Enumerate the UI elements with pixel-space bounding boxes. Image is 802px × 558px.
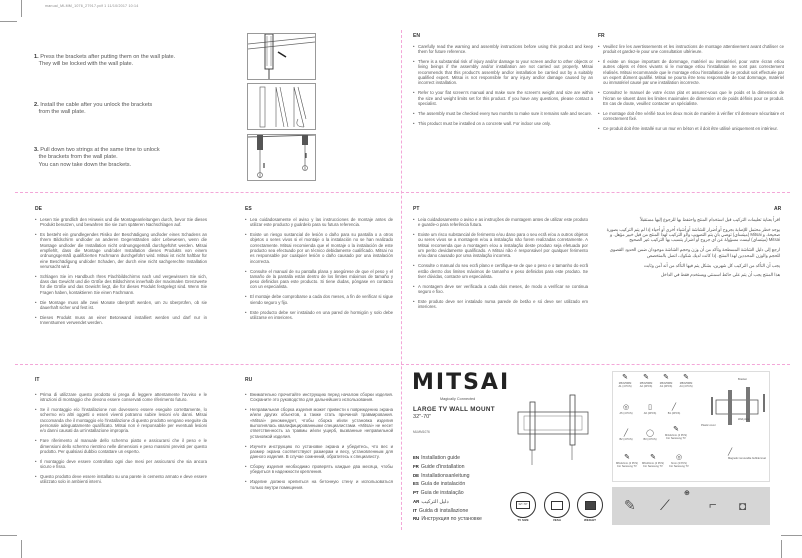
section-code-it: IT — [35, 377, 40, 383]
bracket-label: Bracket — [738, 378, 747, 381]
accessory-item: ◯ B3 (4 PCS) — [643, 430, 657, 441]
accessory-item: ✎ M8X25MM A4 (4 PCS) — [679, 374, 693, 389]
accessory-item: ◎ 6mm (4 PCS) For Samsung TV — [669, 454, 689, 469]
section-code-es: ES — [245, 206, 252, 212]
drill-icon: ⌐ — [709, 497, 717, 512]
divider — [401, 30, 402, 530]
crop-mark — [781, 540, 782, 558]
plastic-cover-label: Plastic cover — [701, 424, 716, 427]
step-2-illustration — [247, 83, 316, 130]
badge-vesa: VESA — [544, 492, 570, 522]
accessory-item: ▯ A6 (4PCS) — [643, 404, 657, 415]
accessory-item: ◎ A5 (4 PCS) — [619, 404, 633, 415]
section-code-ru: RU — [245, 377, 253, 383]
bubble-level-label: ╱ Magnetic removable bubble level — [728, 449, 766, 460]
divider — [15, 192, 790, 193]
step-3: 3. Pull down two strings at the same time to unlock the brackets from the wall plate. You can now take down the brackets. — [34, 147, 160, 168]
accessory-item: ✎ M4x12mm (4 PCS) For Samsung TV — [664, 426, 688, 441]
accessory-item: ✎ M6X25MM A3 (4PCS) — [659, 374, 673, 389]
step-3-illustration — [247, 134, 316, 181]
crop-mark — [0, 21, 17, 22]
brand-tagline: Magically Connected — [440, 397, 476, 401]
section-de: • Lesen Sie gründlich den Hinweis und die Montageanleitungen durch, bevor Sie dieses Produkt benutzen, und bewahren Sie sie zum späteren Nachschlagen auf. • Es besteht ein grundlegendes Risiko der Beschädigung und/oder eines Schadens an Ihrem Bildschirm und/oder an anderen Gegenständen oder Lebewesen, wenn die Montage und/oder die Installation nicht ordnungsgemäß durchgeführt werden. Mitsai empfiehlt, dass die Montage und/oder Installation dieses Produkts von einem ordnungsgemäß qualifizierten Fachmann durchgeführt wird. Mitsai ist nicht haftbar für eine Beschädigung und/oder Schaden, der durch eine nicht sachgerechte Installation verursacht wird. • Schlagen Sie im Handbuch Ihres Flachbildschirms nach und vergewissern Sie sich, dass das Gewicht und die Größe des Bildschirms innerhalb der maximalen Grenzwerte für die Größe und das Gewicht liegt, die für dieses Produkt festgelegt sind. Wenn Sie Fragen haben, kontaktieren Sie einen Fachmann. • Die Montage muss alle zwei Monate überprüft werden, um zu überprüfen, ob sie dauerhaft sicher und fest ist. • Dieses Produkt muss an einer Betonwand installiert werden und darf nur in Innenräumen verwendet werden. — [35, 217, 207, 330]
section-pt: • Leia cuidadosamente o aviso e as instruções de montagem antes de utilizar este produto e guarde-o para referência futura. • Existe um risco substancial de ferimento e/ou dano para o seu ecrã e/ou a outros objetos ou seres vivos se a montagem e/ou a instalação não forem realizadas corretamente. A Mitsai recomenda que a montagem e/ou a instalação deste produto seja efetuada por um perito devidamente qualificado. A Mitsai não é responsável por qualquer ferimento e/ou dano causado por uma instalação incorreta. • Consulte o manual do seu ecrã plano e certifique-se de que o peso e o tamanho do ecrã estão dentro dos limites máximos de tamanho e peso definidos para este produto. Se tiver dúvidas, contacte um especialista. • A montagem deve ser verificada a cada dois meses, de modo a verificar se continua seguro e fixo. • Este produto deve ser instalado numa parede de betão e só deve ser utilizado em interiores. — [413, 217, 588, 314]
accessory-item: ✎ M6x16mm (4 PCS) For Samsung TV — [641, 454, 665, 469]
accessory-item: ╱ B1 (4PCS) — [667, 404, 681, 415]
wall-plate-label: Wall plate — [738, 418, 750, 421]
product-size: 32"-70" — [413, 414, 432, 420]
pencil-icon: ✎ — [624, 497, 636, 513]
section-code-pt: PT — [413, 206, 420, 212]
accessory-item: ✎ M6x12mm (4 PCS) For Samsung TV — [615, 454, 639, 469]
section-code-fr: FR — [598, 33, 605, 39]
bracket-diagram — [708, 382, 768, 432]
accessory-item: ╱ B2 (4 PCS) — [619, 430, 633, 441]
crop-mark — [21, 540, 22, 558]
crop-mark — [0, 535, 17, 536]
required-tools-panel — [612, 487, 770, 525]
accessory-item: ✎ M6X25MM A1 (4 PCS) — [618, 374, 632, 389]
section-en: • Carefully read the warning and assembly instructions before using this product and keep them for future reference. • There is a substantial risk of injury and/or damage to your screen and/or to other objects or living beings if the assembly and/or installation are not carried out properly. Mitsai recommends that this product's assembly and/or installation be carried out by a suitably qualified expert. Mitsai is not responsible for any injury and/or damage caused by an incorrect installation. • Refer to your flat screen's manual and make sure the screen's weight and size are within the size and weight limits set for this product. If you have any questions, please contact a specialist. • The assembly must be checked every two months to make sure it remains safe and secure. • This product must be installed on a concrete wall. For indoor use only. — [413, 44, 593, 131]
accessories-panel — [612, 371, 770, 482]
phillips-plus-icon: ⊕ — [684, 490, 690, 497]
screwdriver-icon: ⟋ — [660, 497, 670, 513]
section-it: • Prima di utilizzare questo prodotto si prega di leggere attentamente l'avviso e le istruzioni di montaggio che devono essere conservati come riferimento futuro. • Se il montaggio e/o l'installazione non dovessero essere eseguite correttamente, lo schermo e/o altri oggetti o esseri viventi potranno subire lesioni e/o danni. Mitsai raccomanda che il montaggio e/o l'installazione di questo prodotto vengano eseguite da personale adeguatamente qualificato. Mitsai non è responsabile per eventuali lesioni e/o danni causati da un'installazione impropria. • Fare riferimento al manuale dello schermo piatto e assicurarsi che il peso e le dimensioni dello schermo rientrino nelle dimensioni e peso massimi previsti per questo prodotto. Per qualsiasi dubbio contattare un esperto. • Il montaggio deve essere controllato ogni due mesi per assicurarsi che sia ancora sicuro e fisso. • Questo prodotto deve essere installato su una parete in cemento armato e deve essere utilizzato solo in ambienti interni. — [35, 392, 207, 489]
section-fr: • Veuillez lire les avertissements et les instructions de montage attentivement avant d'utiliser ce produit et gardez-le pour une consultation ultérieure. • Il existe un risque important de dommage, matériel ou immatériel, pour votre écran et/ou autres objets et êtres vivants si le montage et/ou l'installation ne sont pas correctement réalisés. Mitsai recommande que le montage et/ou l'installation de ce produit soit effectuée par un expert dûment qualifié. Mitsai ne pourra être tenu responsable de tout dommage, matériel ou immatériel causé par une installation incorrecte. • Consultez le manuel de votre écran plat et assurez-vous que le poids et la dimension de l'écran se situent dans les limites maximales de dimension et de poids définis pour ce produit. En cas de doute, veuillez contacter un spécialiste. • Le montage doit être vérifié tous les deux mois de manière à vérifier s'il demeure sécuritaire et correctement fixé. • Ce produit doit être installé sur un mur en béton et il doit être utilisé uniquement en intérieur. — [598, 44, 784, 136]
tape-measure-icon: ◘ — [739, 499, 747, 513]
section-es: • Lea cuidadosamente el aviso y las instrucciones de montaje antes de utilizar este producto y guárdelo para su futura referencia. • Existe un riesgo sustancial de lesión o daño para su pantalla o a otros objetos o seres vivos si el montaje o la instalación no se han realizado correctamente. Mitsai recomienda que el montaje o la instalación de este producto sea efectuado por un técnico debidamente cualificado. Mitsai no es responsable por cualquier lesión o daño causado por una instalación incorrecta. • Consulte el manual de su pantalla plana y asegúrese de que el peso y el tamaño de la pantalla están dentro de los límites máximos de tamaño y peso definidos para este producto. Si tiene dudas, póngase en contacto con un especialista. • El montaje debe comprobarse a cada dos meses, a fin de verificar si sigue siendo seguro y fijo. • Este producto debe ser instalado en una pared de hormigón y solo debe utilizarse en interiores. — [245, 217, 393, 325]
mitsai-logo: MITSAI — [412, 370, 511, 395]
accessory-item: ✎ M5X25MM A2 (4PCS) — [639, 374, 653, 389]
section-ru: • Внимательно прочитайте инструкцию перед началом сборки изделия. Сохраните это руководство для дальнейшего использования. • Неправильная сборка изделия может привести к повреждению экрана и/или других объектов, а также стать причиной травмирования. «Mitsai» рекомендует, чтобы сборка и/или установка изделия выполнялась квалифицированными специалистами. «Mitsai» не несет ответственность за травмы и/или ущерб, вызванные неправильной установкой изделия. • Изучите инструкцию по установке экрана и убедитесь, что вес и размер экрана соответствуют размерам и весу, установленным для данного изделия. В случае сомнений, обратитесь к специалисту. • Сборку изделия необходимо проверять каждые два месяца, чтобы убедиться в надежности крепления. • Изделие должно крепиться на бетонную стену и использоваться только внутри помещения. — [245, 392, 393, 494]
divider — [15, 364, 790, 365]
model-number: MLMM1076 — [413, 430, 430, 434]
section-ar: اقرأ بعناية تعليمات التركيب قبل استخدام المنتج واحتفظ بها للرجوع إليها مستقبلاً يوجد خطر محتمل للإصابة بجروح أو أضرار للشاشة أو أشياء أخرى أو أحياء إذا لم يتم التركيب بصورة صحيحة. و Mitsai (ميتساي) توصي بأن يتم التصويب و/أو التركيب لهذا المنتج من قبل خبير مؤهل. و Mitsai (ميتساي) ليست مسؤولة عن أي جروح أو أضرار يتسبب بها التركيب غير الصحيح ارجع إلى دليل الشاشة المسطحة وتأكد من أن وزن وحجم الشاشة موجودان ضمن الحدود القصوى للحجم والوزن المحددين لهذا المنتج. إذا كانت لديك شكوك، اتصل بالمتخصص يجب أن التأكد من التركيب كل شهرين، بشكل يتم فيها التأكد من أنه آمن وثابت هذا المنتج يجب أن يتم على حائط اسمنتي ويستخدم فقط في الداخل — [606, 217, 780, 278]
crop-mark — [21, 0, 22, 17]
badge-weight: WEIGHT — [577, 492, 603, 522]
section-code-en: EN — [413, 33, 420, 39]
wall-mount-illustration — [510, 390, 590, 465]
step-1-illustration — [247, 33, 316, 80]
product-title: LARGE TV WALL MOUNT — [413, 406, 495, 413]
badge-tv-size: 32"-70" TV SIZE — [510, 492, 536, 522]
section-code-ar: AR — [774, 206, 782, 212]
step-2: 2. Install the cable after you unlock the brackets from the wall plate. — [34, 102, 153, 116]
guide-language-list: EN Installation guide FR Guide d'installation DE Installationsanleitung ES Guía de instalación PT Guia de instalação AR دليل التركيب IT Guida di installazione RU Инструкция по установке — [413, 455, 482, 523]
section-code-de: DE — [35, 206, 42, 212]
crop-mark — [781, 535, 802, 536]
print-meta: manual_MLMM_1076_27917.pdf 1 11/10/2017 10:14 — [45, 4, 139, 8]
step-1: 1. Press the brackets after putting them on the wall plate. They will be locked with the wall plate. — [34, 54, 176, 68]
